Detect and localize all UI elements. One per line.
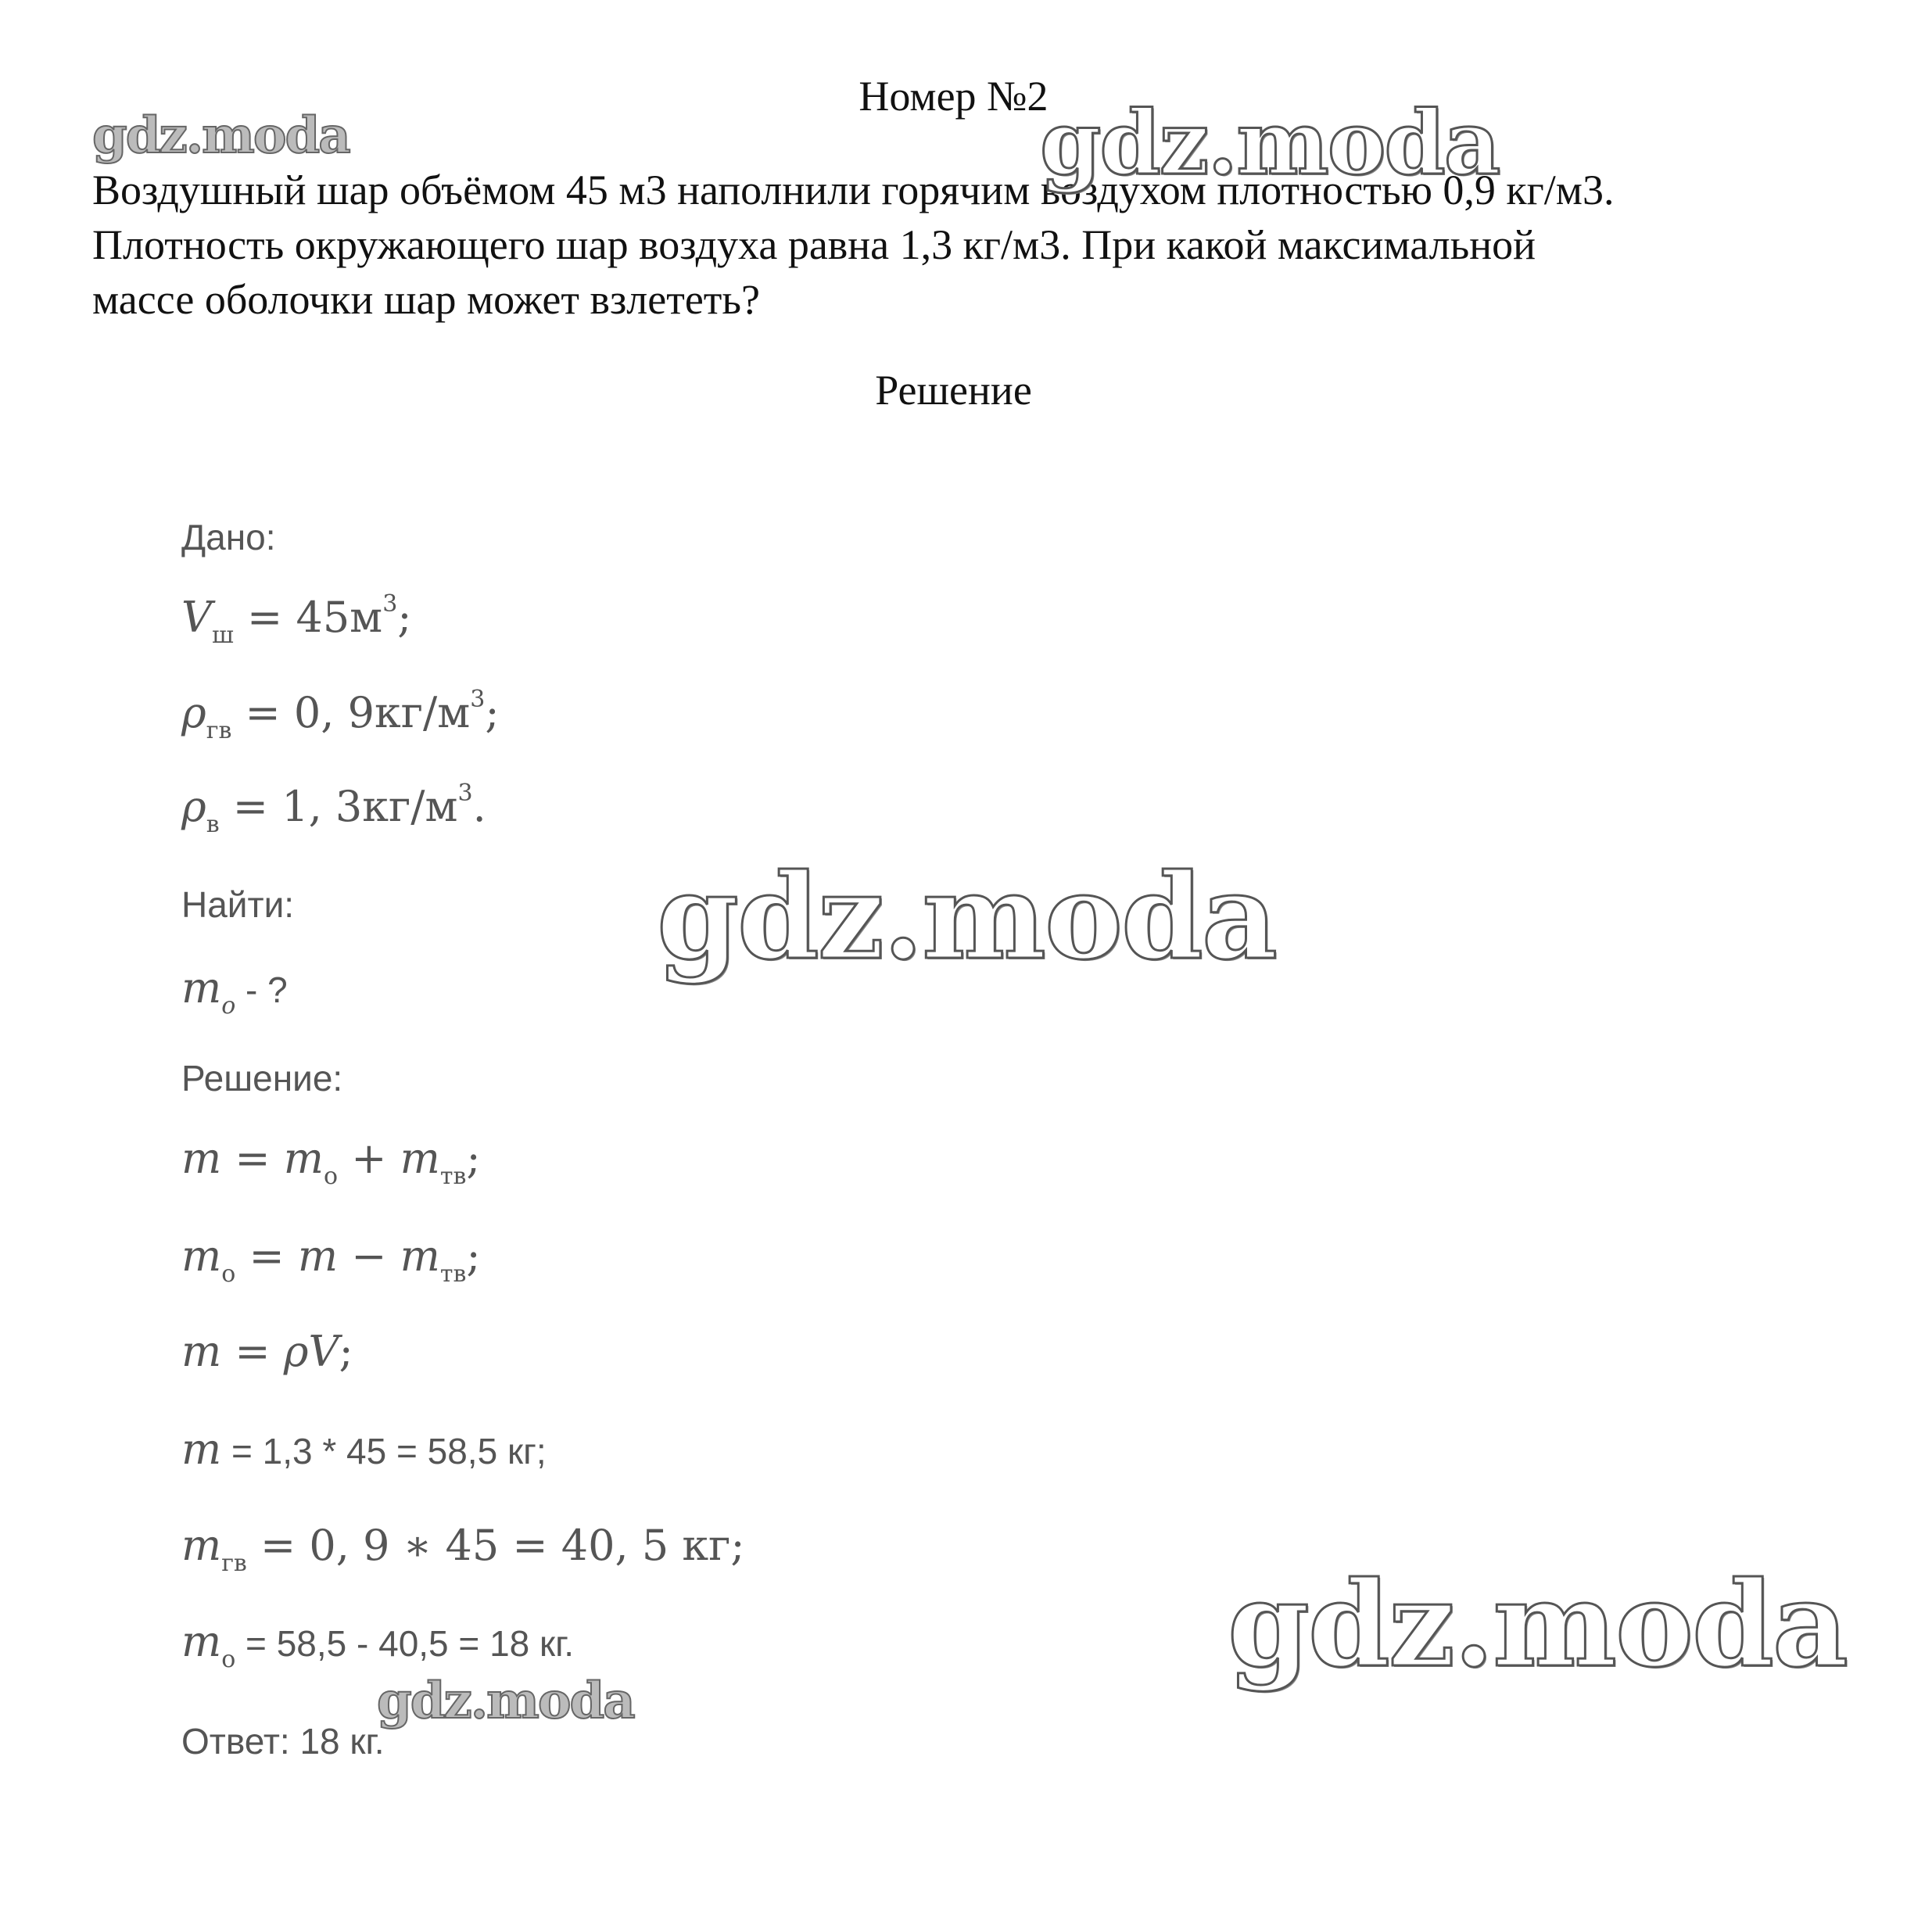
given-air-density: $\rho_в = 1$, $3кг/м^3$.	[181, 780, 486, 838]
given-volume: $V_ш = 45м^3$;	[181, 590, 412, 649]
problem-statement	[92, 163, 1859, 327]
watermark-logo: gdz.moda	[657, 848, 1277, 986]
equation-4: m = 1,3 * 45 = 58,5 кг;	[181, 1425, 547, 1474]
problem-line-1: Воздушный шар объёмом 45 м3 наполнили горячим воздухом плотностью 0,9 кг/м3.	[92, 167, 1615, 213]
given-label: Дано:	[181, 517, 276, 557]
equation-2: $m_o = m - m_{тв}$;	[181, 1231, 481, 1288]
watermark-logo: gdz.moda	[1228, 1556, 1848, 1694]
equation-3: m = ρV;	[181, 1327, 353, 1376]
given-hot-air-density: $\rho_{гв} = 0$, $9кг/м^3$;	[181, 686, 500, 744]
equation-6: $m_o = 58,5 - 40,5 = 18$ кг.	[181, 1617, 575, 1673]
equation-1: $m = m_o + m_{тв}$;	[181, 1134, 481, 1190]
solution-heading: Решение	[875, 367, 1032, 414]
problem-line-3: массе оболочки шар может взлететь?	[92, 276, 760, 323]
problem-line-2: Плотность окружающего шар воздуха равна 1,3 кг/м3. При какой максимальной	[92, 221, 1536, 268]
find-label: Найти:	[181, 884, 295, 925]
solution-label: Решение:	[181, 1058, 343, 1099]
problem-number-title: Номер №2	[859, 73, 1048, 120]
find-target: $m_o$ - ?	[181, 963, 288, 1020]
watermark-logo: gdz.moda	[92, 106, 349, 165]
answer-line: Ответ: 18 кг.	[181, 1721, 385, 1762]
equation-5: $m_{гв} = 0$, 9 ∗ 45 = 40, 5 кг;	[181, 1521, 745, 1577]
watermark-logo: gdz.moda	[377, 1672, 634, 1730]
watermark-logo: gdz.moda	[1040, 92, 1500, 195]
